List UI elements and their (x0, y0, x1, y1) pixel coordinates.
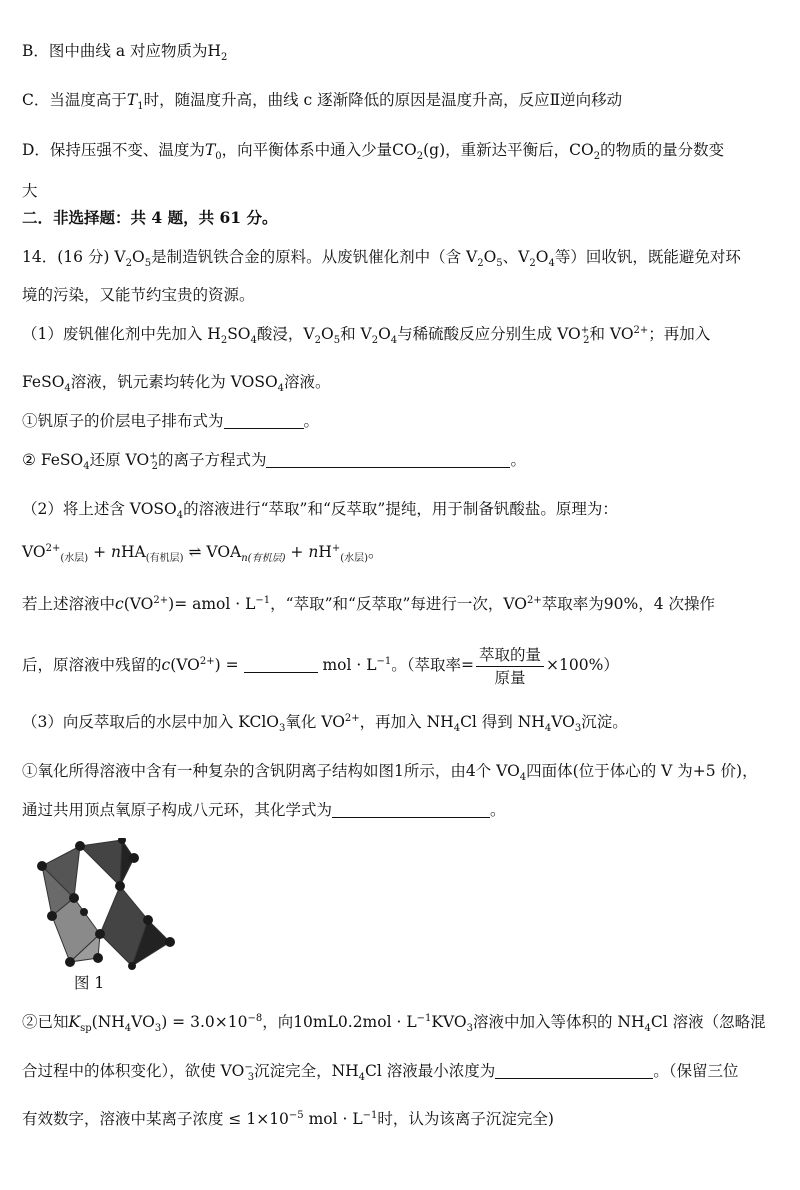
option-b: B．图中曲线 a 对应物质为$H_2$ (22, 42, 228, 64)
option-d: D．保持压强不变、温度为$T_0$，向平衡体系中通入少量$CO_2(g)$，重新达平衡后，$CO_2$的物质的量分数变 (22, 141, 725, 163)
part2-line4: 后，原溶液中残留的$c(VO^{2+})$ = mol · $L^{-1}$。（萃取率= $\frac{\text{萃取的量}}{\text{原量}}$ ×100%） (22, 645, 619, 687)
part3-line1: （3）向反萃取后的水层中加入 KClO$_3$氧化 $VO^{2+}$，再加入 $NH_4Cl$ 得到 $NH_4VO_3$沉淀。 (22, 712, 628, 735)
question-3-2: ②已知$K_{sp}(NH_4VO_3) = 3.0\times 10^{-8}$，向$10mL0.2mol \cdot L^{-1}KVO_3$溶液中加入等体积的 $NH_4Cl$ 溶液（忽略混 (22, 1012, 766, 1035)
part1-line1: （1）废钒催化剂中先加入 $H_2SO_4$酸浸，$V_2O_5$和 $V_2O_4$与稀硫酸反应分别生成 $VO^+_2$和 $VO^{2+}$；再加入 (22, 324, 711, 347)
part2-line3: 若上述溶液中$c(VO^{2+})=$ amol · $L^{-1}$，“萃取”和“反萃取”每进行一次，$VO^{2+}$萃取率为90%，4 次操作 (22, 594, 715, 613)
answer-blank-3-2[interactable] (495, 1062, 653, 1079)
option-d-continued: 大 (22, 182, 38, 200)
answer-blank-1-1[interactable] (224, 412, 304, 429)
q14-intro-line1: 14．(16 分) $V_2O_5$是制造钒铁合金的原料。从废钒催化剂中（含 $V_2O_5$、$V_2O_4$等）回收钒，既能避免对环 (22, 248, 741, 270)
part1-line2: FeSO$_4$溶液，钒元素均转化为 $VOSO_4$溶液。 (22, 373, 331, 395)
answer-blank-1-2[interactable] (266, 451, 510, 468)
question-3-2-line3: 有效数字，溶液中某离子浓度 ≤ $1\times 10^{-5}$ mol · $L^{-1}$时，认为该离子沉淀完全) (22, 1109, 554, 1128)
answer-blank-2[interactable] (244, 656, 318, 673)
question-1-2: ② FeSO$_4$还原 $VO^+_2$的离子方程式为 。 (22, 450, 526, 473)
equilibrium-equation: $VO^{2+}_{(水层)} + nHA_{(有机层)}$ ⇌ $VOA_{n(有机层)} + nH^+_{(水层)}$。 (22, 542, 384, 565)
question-3-1: ①氧化所得溶液中含有一种复杂的含钒阴离子结构如图1所示，由4个 $VO_4$四面体(位于体心的 V 为+5 价)， (22, 762, 758, 784)
section-heading: 二．非选择题：共 4 题，共 61 分。 (22, 208, 278, 227)
q14-intro-line2: 境的污染，又能节约宝贵的资源。 (22, 286, 255, 304)
option-c: C．当温度高于$T_1$时，随温度升高，曲线 c 逐渐降低的原因是温度升高，反应Ⅱ逆向移动 (22, 91, 623, 113)
answer-blank-3-1[interactable] (332, 801, 490, 818)
extraction-rate-fraction: $\frac{\text{萃取的量}}{\text{原量}}$ (476, 645, 544, 688)
vanadate-ring-figure (22, 838, 180, 970)
part2-line1: （2）将上述含 $VOSO_4$的溶液进行“萃取”和“反萃取”提纯，用于制备钒酸盐。原理为： (22, 500, 618, 522)
figure-caption: 图 1 (74, 974, 105, 992)
question-3-1-line2: 通过共用顶点氧原子构成八元环，其化学式为 。 (22, 801, 506, 819)
question-1-1: ①钒原子的价层电子排布式为 。 (22, 412, 320, 430)
question-3-2-line2: 合过程中的体积变化），欲使 $VO^-_3$沉淀完全，$NH_4Cl$ 溶液最小浓度为 。（保留三位 (22, 1061, 739, 1084)
